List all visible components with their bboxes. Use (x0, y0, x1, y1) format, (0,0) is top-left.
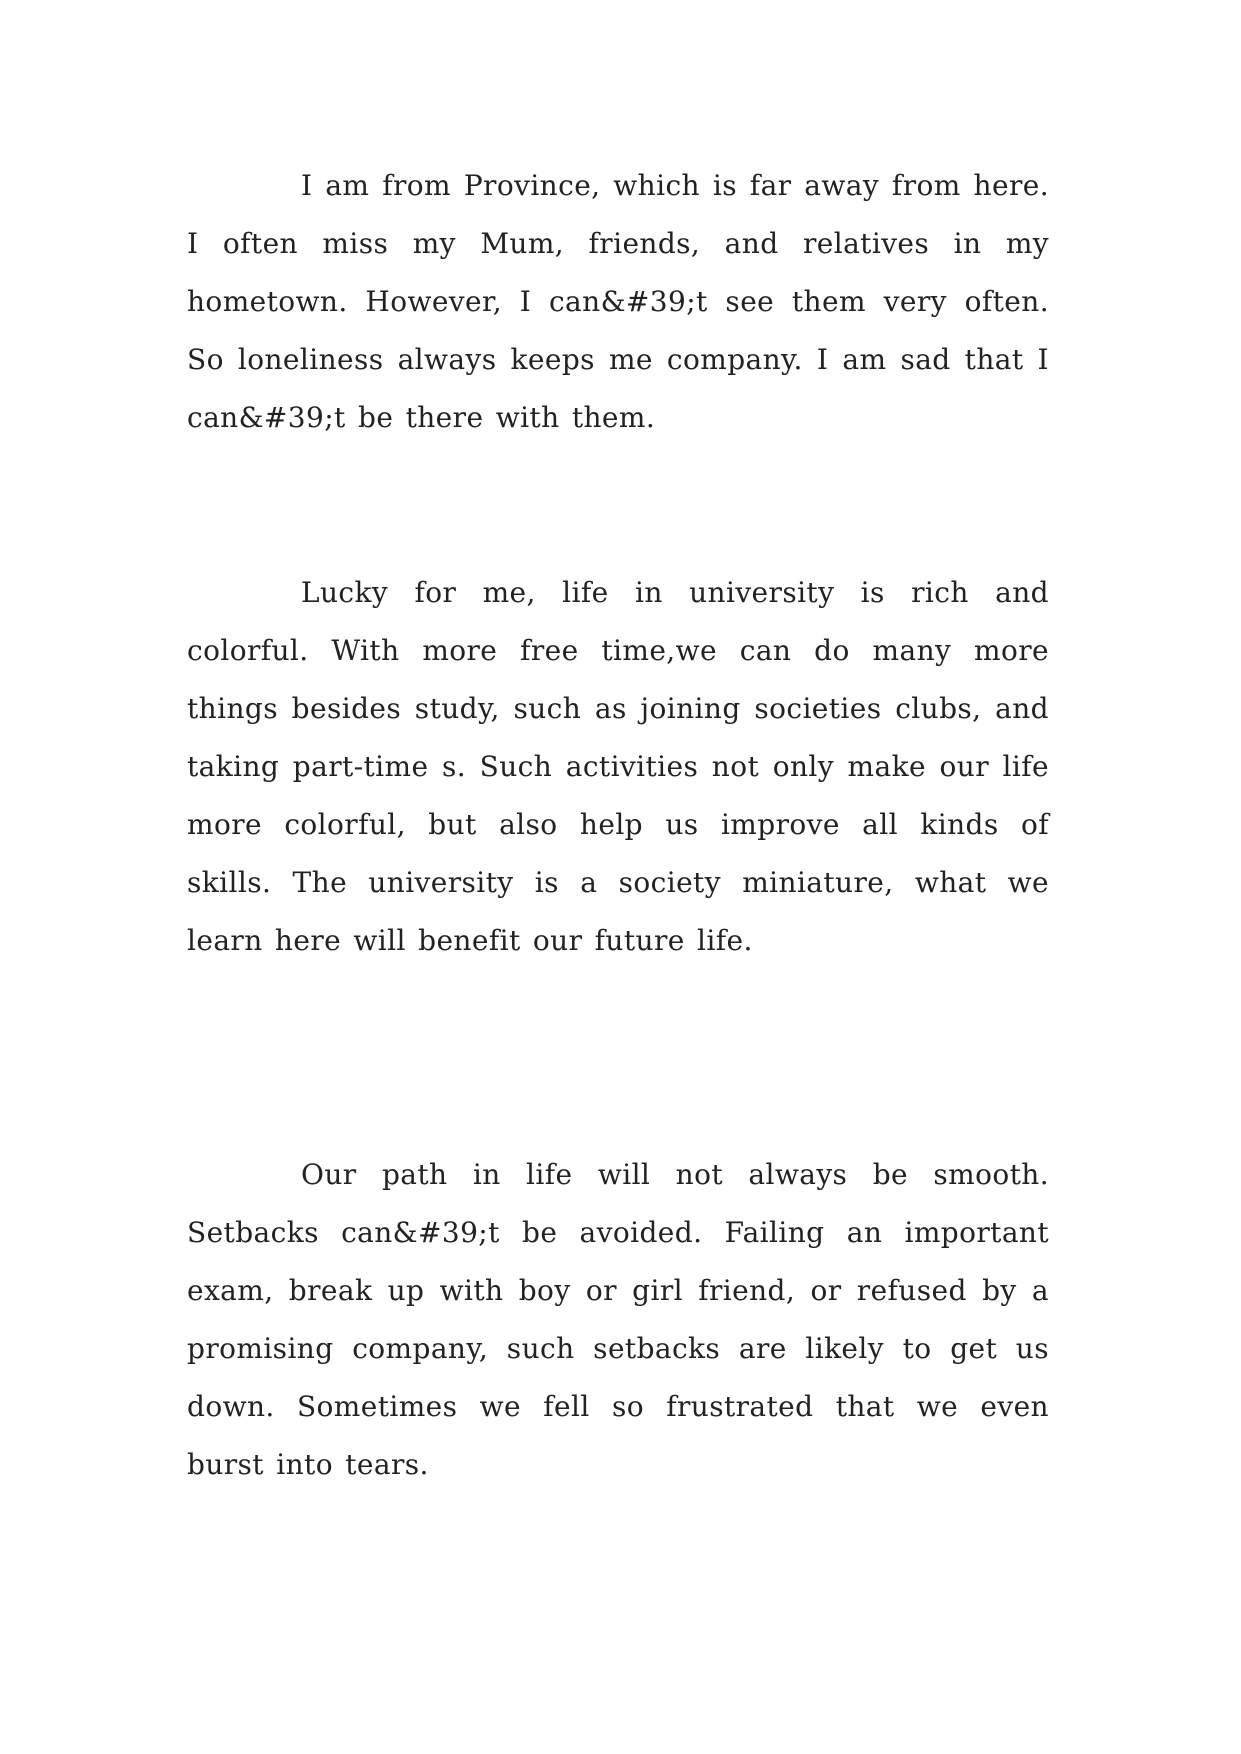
paragraph-2: Lucky for me, life in university is rich and colorful. With more free time,we can do many more things besides study, such as joining societies clubs, and taking part-time s. Such activities not only make our life more colorful, but also help us improve all kinds of skills. The university is a society miniature, what we learn here will benefit our future life. (187, 576, 1049, 957)
paragraph-3: Our path in life will not always be smooth. Setbacks can&#39;t be avoided. Failing an important exam, break up with boy or girl friend, or refused by a promising company, such setbacks are likely to get us down. Sometimes we fell so frustrated that we even burst into tears. (187, 1158, 1049, 1481)
paragraph-1: I am from Province, which is far away from here. I often miss my Mum, friends, and relatives in my hometown. However, I can&#39;t see them very often. So loneliness always keeps me company. I am sad that I can&#39;t be there with them. (187, 169, 1049, 434)
